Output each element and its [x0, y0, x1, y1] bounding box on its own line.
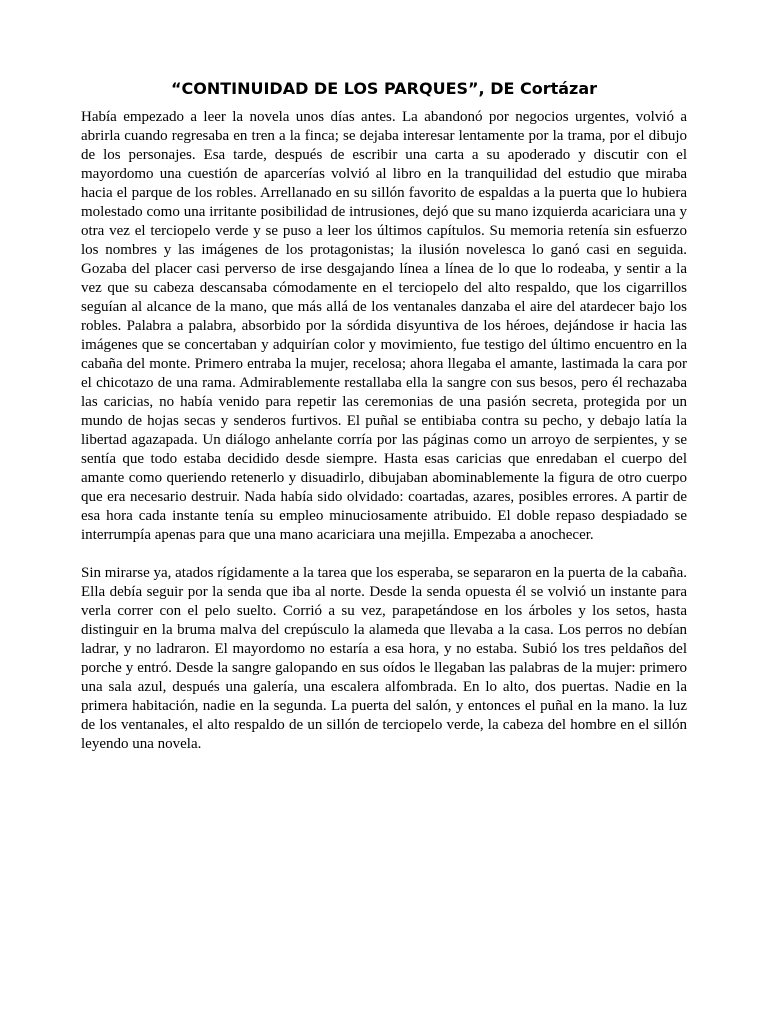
document-title: “CONTINUIDAD DE LOS PARQUES”, DE Cortázar — [170, 79, 598, 98]
paragraph-1: Había empezado a leer la novela unos días antes. La abandonó por negocios urgentes, volvió a abrirla cuando regresaba en tren a la finca; se dejaba interesar lentamente por la trama, por el dibujo de los personajes. Esa tarde, después de escribir una carta a su apoderado y discutir con el mayordomo una cuestión de aparcerías volvió al libro en la tranquilidad del estudio que miraba hacia el parque de los robles. Arrellanado en su sillón favorito de espaldas a la puerta que lo hubiera molestado como una irritante posibilidad de intrusiones, dejó que su mano izquierda acariciara una y otra vez el terciopelo verde y se puso a leer los últimos capítulos. Su memoria retenía sin esfuerzo los nombres y las imágenes de los protagonistas; la ilusión novelesca lo ganó casi en seguida. Gozaba del placer casi perverso de irse desgajando línea a línea de lo que lo rodeaba, y sentir a la vez que su cabeza descansaba cómodamente en el terciopelo del alto respaldo, que los cigarrillos seguían al alcance de la mano, que más allá de los ventanales danzaba el aire del atardecer bajo los robles. Palabra a palabra, absorbido por la sórdida disyuntiva de los héroes, dejándose ir hacia las imágenes que se concertaban y adquirían color y movimiento, fue testigo del último encuentro en la cabaña del monte. Primero entraba la mujer, recelosa; ahora llegaba el amante, lastimada la cara por el chicotazo de una rama. Admirablemente restallaba ella la sangre con sus besos, pero él rechazaba las caricias, no había venido para repetir las ceremonias de una pasión secreta, protegida por un mundo de hojas secas y senderos furtivos. El puñal se entibiaba contra su pecho, y debajo latía la libertad agazapada. Un diálogo anhelante corría por las páginas como un arroyo de serpientes, y se sentía que todo estaba decidido desde siempre. Hasta esas caricias que enredaban el cuerpo del amante como queriendo retenerlo y disuadirlo, dibujaban abominablemente la figura de otro cuerpo que era necesario destruir. Nada había sido olvidado: coartadas, azares, posibles errores. A partir de esa hora cada instante tenía su empleo minuciosamente atribuido. El doble repaso despiadado se interrumpía apenas para que una mano acariciara una mejilla. Empezaba a anochecer. — [81, 109, 687, 543]
paragraph-2: Sin mirarse ya, atados rígidamente a la tarea que los esperaba, se separaron en la puerta de la cabaña. Ella debía seguir por la senda que iba al norte. Desde la senda opuesta él se volvió un instante para verla correr con el pelo suelto. Corrió a su vez, parapetándose en los árboles y los setos, hasta distinguir en la bruma malva del crepúsculo la alameda que llevaba a la casa. Los perros no debían ladrar, y no ladraron. El mayordomo no estaría a esa hora, y no estaba. Subió los tres peldaños del porche y entró. Desde la sangre galopando en sus oídos le llegaban las palabras de la mujer: primero una sala azul, después una galería, una escalera alfombrada. En lo alto, dos puertas. Nadie en la primera habitación, nadie en la segunda. La puerta del salón, y entonces el puñal en la mano. la luz de los ventanales, el alto respaldo de un sillón de terciopelo verde, la cabeza del hombre en el sillón leyendo una novela. — [81, 565, 687, 752]
